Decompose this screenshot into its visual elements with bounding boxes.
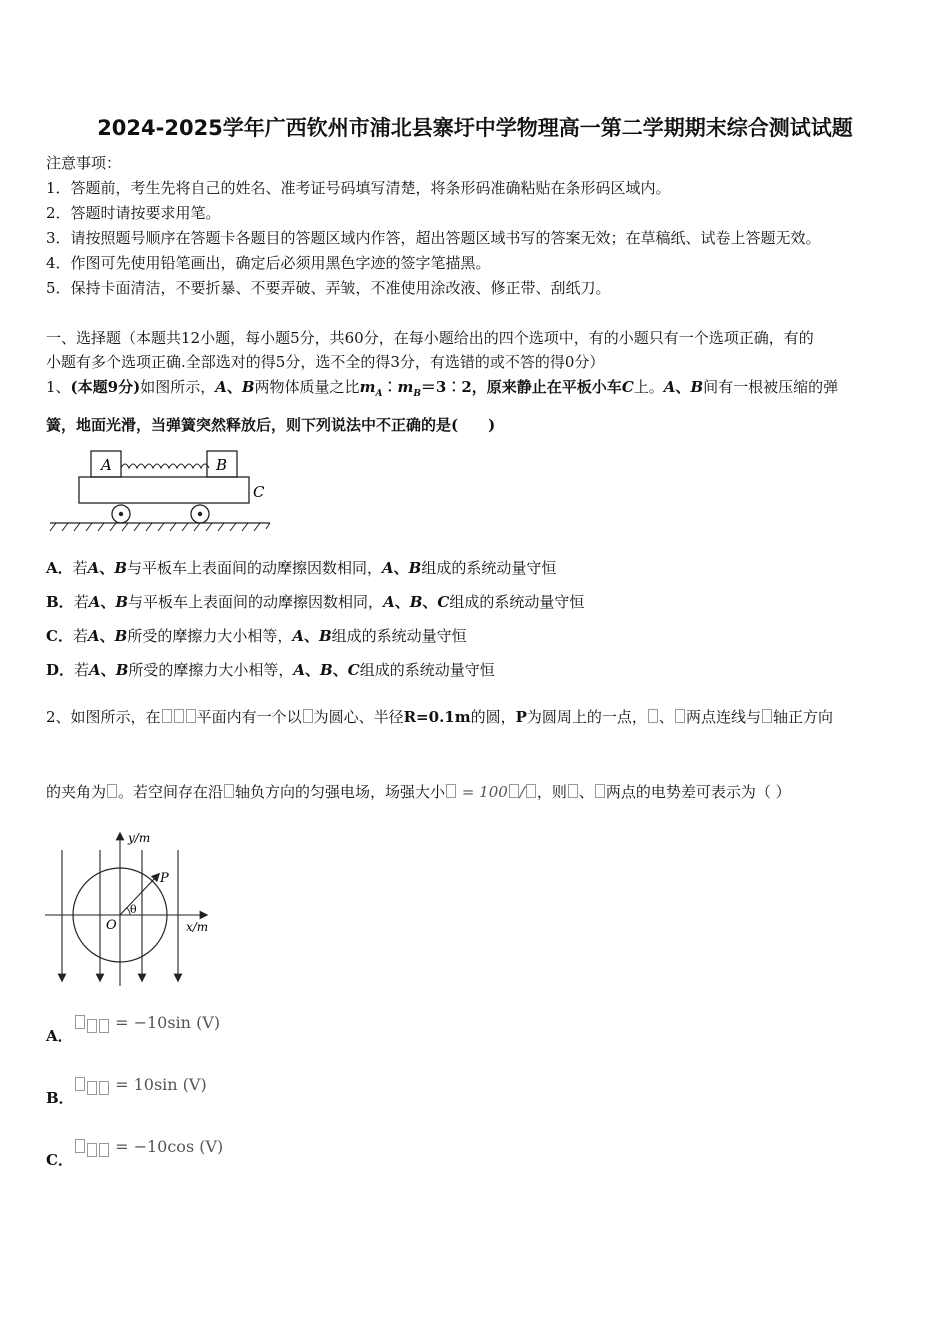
y-axis-label: y/m bbox=[128, 831, 151, 845]
q2-stem-line1: 2、如图所示，在 平面内有一个以 为圆心、半径R=0.1m的圆，P为圆周上的一点， 、 两点连线与 轴正方向 bbox=[46, 708, 833, 726]
notice-item: 3．请按照题号顺序在答题卡各题目的答题区域内作答，超出答题区域书写的答案无效；在草稿纸、试卷上答题无效。 bbox=[46, 229, 821, 247]
q1-number: 1、 bbox=[46, 378, 71, 396]
section-intro-line1: 一、选择题（本题共12小题，每小题5分，共60分，在每小题给出的四个选项中，有的小题只有一个选项正确，有的 bbox=[46, 329, 814, 347]
q2-option-a[interactable]: A． = −10sin (V) bbox=[46, 1013, 221, 1045]
q2-field-figure bbox=[42, 828, 217, 988]
notice-item: 1．答题前，考生先将自己的姓名、准考证号码填写清楚，将条形码准确粘贴在条形码区域内。 bbox=[46, 179, 671, 197]
q1-stem-line2: 簧，地面光滑，当弹簧突然释放后，则下列说法中不正确的是( ) bbox=[46, 416, 496, 434]
q1-stem-line1: 1、(本题9分)如图所示，A、B两物体质量之比$m_A︰m_B=3︰2$，原来静止在平板小车C上。A、B间有一根被压缩的弹 bbox=[46, 378, 839, 399]
theta-label: θ bbox=[130, 903, 137, 916]
x-axis-label: x/m bbox=[186, 920, 209, 934]
origin-label: O bbox=[106, 918, 117, 933]
point-p-label: P bbox=[160, 871, 169, 886]
notice-item: 5．保持卡面清洁，不要折暴、不要弄破、弄皱，不准使用涂改液、修正带、刮纸刀。 bbox=[46, 279, 611, 297]
notice-item: 4．作图可先使用铅笔画出，确定后必须用黑色字迹的签字笔描黑。 bbox=[46, 254, 491, 272]
radius-op bbox=[120, 876, 157, 915]
spring bbox=[121, 464, 209, 468]
q2-option-c[interactable]: C． = −10cos (V) bbox=[46, 1137, 224, 1169]
page-title: 2024-2025学年广西钦州市浦北县寨圩中学物理高一第二学期期末综合测试试题 bbox=[97, 116, 853, 140]
q1-option-c[interactable]: C．若A、B所受的摩擦力大小相等，A、B组成的系统动量守恒 bbox=[46, 627, 467, 645]
q1-option-a[interactable]: A．若A、B与平板车上表面间的动摩擦因数相同，A、B组成的系统动量守恒 bbox=[46, 559, 557, 577]
q2-option-b[interactable]: B． = 10sin (V) bbox=[46, 1075, 207, 1107]
q2-stem-line2: 的夹角为 。若空间存在沿 轴负方向的匀强电场，场强大小 = 100 / ，则 、 两点的电势差可表示为（ ） bbox=[46, 783, 791, 801]
cart-board bbox=[79, 477, 249, 503]
q1-tag: (本题9分) bbox=[70, 378, 141, 396]
notice-heading: 注意事项： bbox=[46, 154, 122, 172]
notice-item: 2．答题时请按要求用笔。 bbox=[46, 204, 221, 222]
cart-label: C bbox=[253, 483, 265, 501]
ground-hatching bbox=[50, 523, 270, 531]
q1-option-b[interactable]: B．若A、B与平板车上表面间的动摩擦因数相同，A、B、C组成的系统动量守恒 bbox=[46, 593, 585, 611]
block-a-label: A bbox=[101, 456, 112, 474]
block-b-label: B bbox=[216, 456, 228, 474]
q1-cart-figure bbox=[48, 444, 278, 534]
section-intro-line2: 小题有多个选项正确.全部选对的得5分，选不全的得3分，有选错的或不答的得0分） bbox=[46, 353, 605, 371]
q1-option-d[interactable]: D．若A、B所受的摩擦力大小相等，A、B、C组成的系统动量守恒 bbox=[46, 661, 495, 679]
